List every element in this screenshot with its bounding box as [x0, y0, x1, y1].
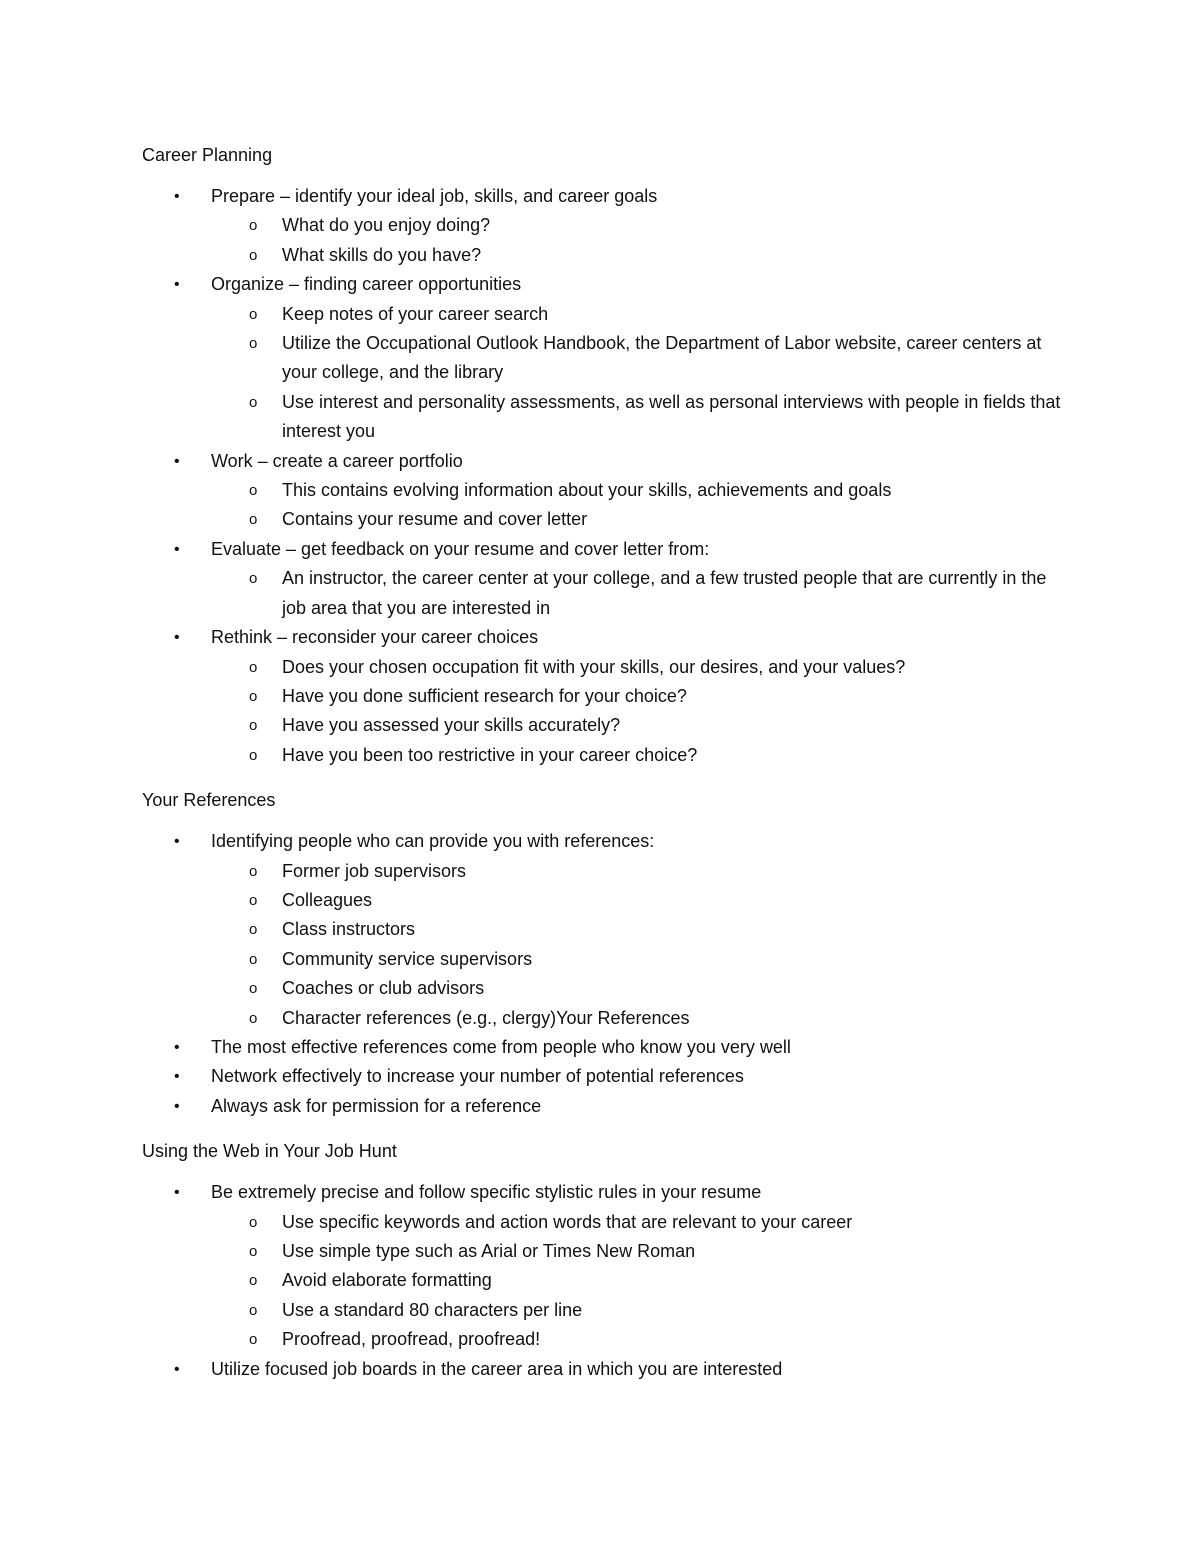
- circle-bullet-icon: o: [249, 511, 258, 529]
- sub-bullet-text: Proofread, proofread, proofread!: [282, 1329, 541, 1350]
- sub-bullet-text: Former job supervisors: [282, 860, 467, 881]
- bullet-icon: •: [174, 833, 180, 851]
- circle-bullet-icon: o: [249, 921, 258, 939]
- bullet-text: Rethink – reconsider your career choices: [211, 627, 539, 648]
- bullet-item: [142, 270, 1062, 446]
- sub-bullet-item: [211, 564, 1062, 623]
- sub-bullet-list: [211, 653, 1062, 771]
- bullet-icon: •: [174, 1360, 180, 1378]
- bullet-icon: •: [174, 1097, 180, 1115]
- circle-bullet-icon: o: [249, 658, 258, 676]
- sub-bullet-text: Have you been too restrictive in your career choice?: [282, 744, 698, 765]
- section: [142, 786, 1062, 1121]
- sub-bullet-text: Class instructors: [282, 919, 416, 940]
- section: [142, 141, 1062, 770]
- sub-bullet-item: [211, 1325, 1062, 1354]
- section-title: Career Planning: [142, 145, 273, 165]
- bullet-item: [142, 1355, 1062, 1384]
- circle-bullet-icon: o: [249, 862, 258, 880]
- sub-bullet-text: What do you enjoy doing?: [282, 215, 491, 236]
- sub-bullet-text: Contains your resume and cover letter: [282, 509, 588, 530]
- bullet-text: Prepare – identify your ideal job, skills, and career goals: [211, 186, 658, 206]
- sub-bullet-item: [211, 915, 1062, 944]
- sub-bullet-text: Use interest and personality assessments, as well as personal interviews with people in fields that interest you: [282, 391, 1061, 442]
- sub-bullet-list: [211, 300, 1062, 447]
- bullet-list: [142, 827, 1062, 1121]
- sub-bullet-item: [211, 945, 1062, 974]
- section: [142, 1137, 1062, 1384]
- document-page: [142, 141, 1062, 1400]
- circle-bullet-icon: o: [249, 305, 258, 323]
- bullet-text: The most effective references come from people who know you very well: [211, 1036, 791, 1057]
- sub-bullet-item: [211, 1266, 1062, 1295]
- sub-bullet-text: Colleagues: [282, 889, 373, 910]
- section-title: Your References: [142, 790, 276, 811]
- circle-bullet-icon: o: [249, 950, 258, 968]
- bullet-text: Network effectively to increase your number of potential references: [211, 1066, 744, 1087]
- bullet-item: [142, 535, 1062, 623]
- bullet-item: [142, 447, 1062, 535]
- sub-bullet-text: Community service supervisors: [282, 948, 533, 969]
- sub-bullet-text: Avoid elaborate formatting: [282, 1270, 492, 1291]
- sub-bullet-item: [211, 741, 1062, 770]
- section-title: Using the Web in Your Job Hunt: [142, 1141, 397, 1162]
- circle-bullet-icon: o: [249, 335, 258, 353]
- sub-bullet-list: [211, 564, 1062, 623]
- bullet-icon: •: [174, 1068, 180, 1086]
- sub-bullet-text: Keep notes of your career search: [282, 303, 549, 324]
- sub-bullet-item: [211, 1208, 1062, 1237]
- bullet-item: [142, 827, 1062, 1033]
- sub-bullet-item: [211, 476, 1062, 505]
- sub-bullet-item: [211, 505, 1062, 534]
- sub-bullet-list: [211, 1208, 1062, 1355]
- sub-bullet-item: [211, 857, 1062, 886]
- bullet-item: [142, 182, 1062, 270]
- circle-bullet-icon: o: [249, 1213, 258, 1231]
- sub-bullet-item: [211, 1004, 1062, 1033]
- circle-bullet-icon: o: [249, 482, 258, 500]
- sub-bullet-list: [211, 476, 1062, 535]
- sub-bullet-item: [211, 653, 1062, 682]
- bullet-icon: •: [174, 1038, 180, 1056]
- circle-bullet-icon: o: [249, 393, 258, 411]
- circle-bullet-icon: o: [249, 891, 258, 909]
- sub-bullet-text: Have you assessed your skills accurately?: [282, 715, 621, 736]
- bullet-icon: •: [174, 540, 180, 558]
- circle-bullet-icon: o: [249, 1243, 258, 1260]
- bullet-icon: •: [174, 188, 180, 205]
- sub-bullet-text: This contains evolving information about your skills, achievements and goals: [282, 480, 892, 501]
- sub-bullet-list: [211, 211, 1062, 270]
- circle-bullet-icon: o: [249, 1331, 258, 1349]
- sub-bullet-list: [211, 857, 1062, 1033]
- sub-bullet-item: [211, 211, 1062, 240]
- bullet-list: [142, 1178, 1062, 1384]
- sub-bullet-item: [211, 241, 1062, 270]
- bullet-item: [142, 1062, 1062, 1091]
- sub-bullet-text: Does your chosen occupation fit with your skills, our desires, and your values?: [282, 656, 906, 677]
- bullet-item: [142, 623, 1062, 770]
- bullet-text: Utilize focused job boards in the career area in which you are interested: [211, 1358, 783, 1379]
- bullet-list: [142, 182, 1062, 770]
- sub-bullet-item: [211, 974, 1062, 1003]
- bullet-text: Evaluate – get feedback on your resume and cover letter from:: [211, 538, 710, 559]
- circle-bullet-icon: o: [249, 1009, 258, 1027]
- circle-bullet-icon: o: [249, 980, 258, 998]
- bullet-text: Be extremely precise and follow specific stylistic rules in your resume: [211, 1182, 762, 1203]
- circle-bullet-icon: o: [249, 1272, 258, 1290]
- circle-bullet-icon: o: [249, 1301, 258, 1319]
- sub-bullet-item: [211, 1296, 1062, 1325]
- sub-bullet-text: Utilize the Occupational Outlook Handbook, the Department of Labor website, career centers at your college, and the library: [282, 333, 1042, 383]
- bullet-icon: •: [174, 276, 180, 294]
- circle-bullet-icon: o: [249, 217, 258, 235]
- sub-bullet-item: [211, 1237, 1062, 1266]
- circle-bullet-icon: o: [249, 687, 258, 705]
- sub-bullet-text: Use a standard 80 characters per line: [282, 1299, 583, 1320]
- sub-bullet-item: [211, 300, 1062, 329]
- bullet-item: [142, 1033, 1062, 1062]
- circle-bullet-icon: o: [249, 717, 258, 735]
- circle-bullet-icon: o: [249, 246, 258, 264]
- bullet-item: [142, 1178, 1062, 1354]
- bullet-text: Organize – finding career opportunities: [211, 274, 522, 295]
- bullet-text: Always ask for permission for a reference: [211, 1095, 542, 1116]
- sub-bullet-item: [211, 388, 1062, 447]
- sub-bullet-text: Have you done sufficient research for your choice?: [282, 685, 687, 706]
- circle-bullet-icon: o: [249, 746, 258, 764]
- sub-bullet-text: Use specific keywords and action words that are relevant to your career: [282, 1211, 853, 1232]
- bullet-icon: •: [174, 452, 180, 470]
- bullet-icon: •: [174, 629, 180, 647]
- bullet-icon: •: [174, 1184, 180, 1202]
- sub-bullet-text: Coaches or club advisors: [282, 978, 485, 999]
- bullet-item: [142, 1092, 1062, 1121]
- sub-bullet-text: An instructor, the career center at your college, and a few trusted people that are currently in the job area that you are interested in: [282, 568, 1047, 618]
- circle-bullet-icon: o: [249, 570, 258, 588]
- sub-bullet-item: [211, 711, 1062, 740]
- sub-bullet-item: [211, 682, 1062, 711]
- sub-bullet-item: [211, 329, 1062, 388]
- bullet-text: Identifying people who can provide you with references:: [211, 831, 655, 852]
- sub-bullet-item: [211, 886, 1062, 915]
- sub-bullet-text: What skills do you have?: [282, 244, 482, 265]
- sub-bullet-text: Use simple type such as Arial or Times New Roman: [282, 1241, 696, 1261]
- sub-bullet-text: Character references (e.g., clergy)Your References: [282, 1007, 690, 1028]
- bullet-text: Work – create a career portfolio: [211, 450, 463, 471]
